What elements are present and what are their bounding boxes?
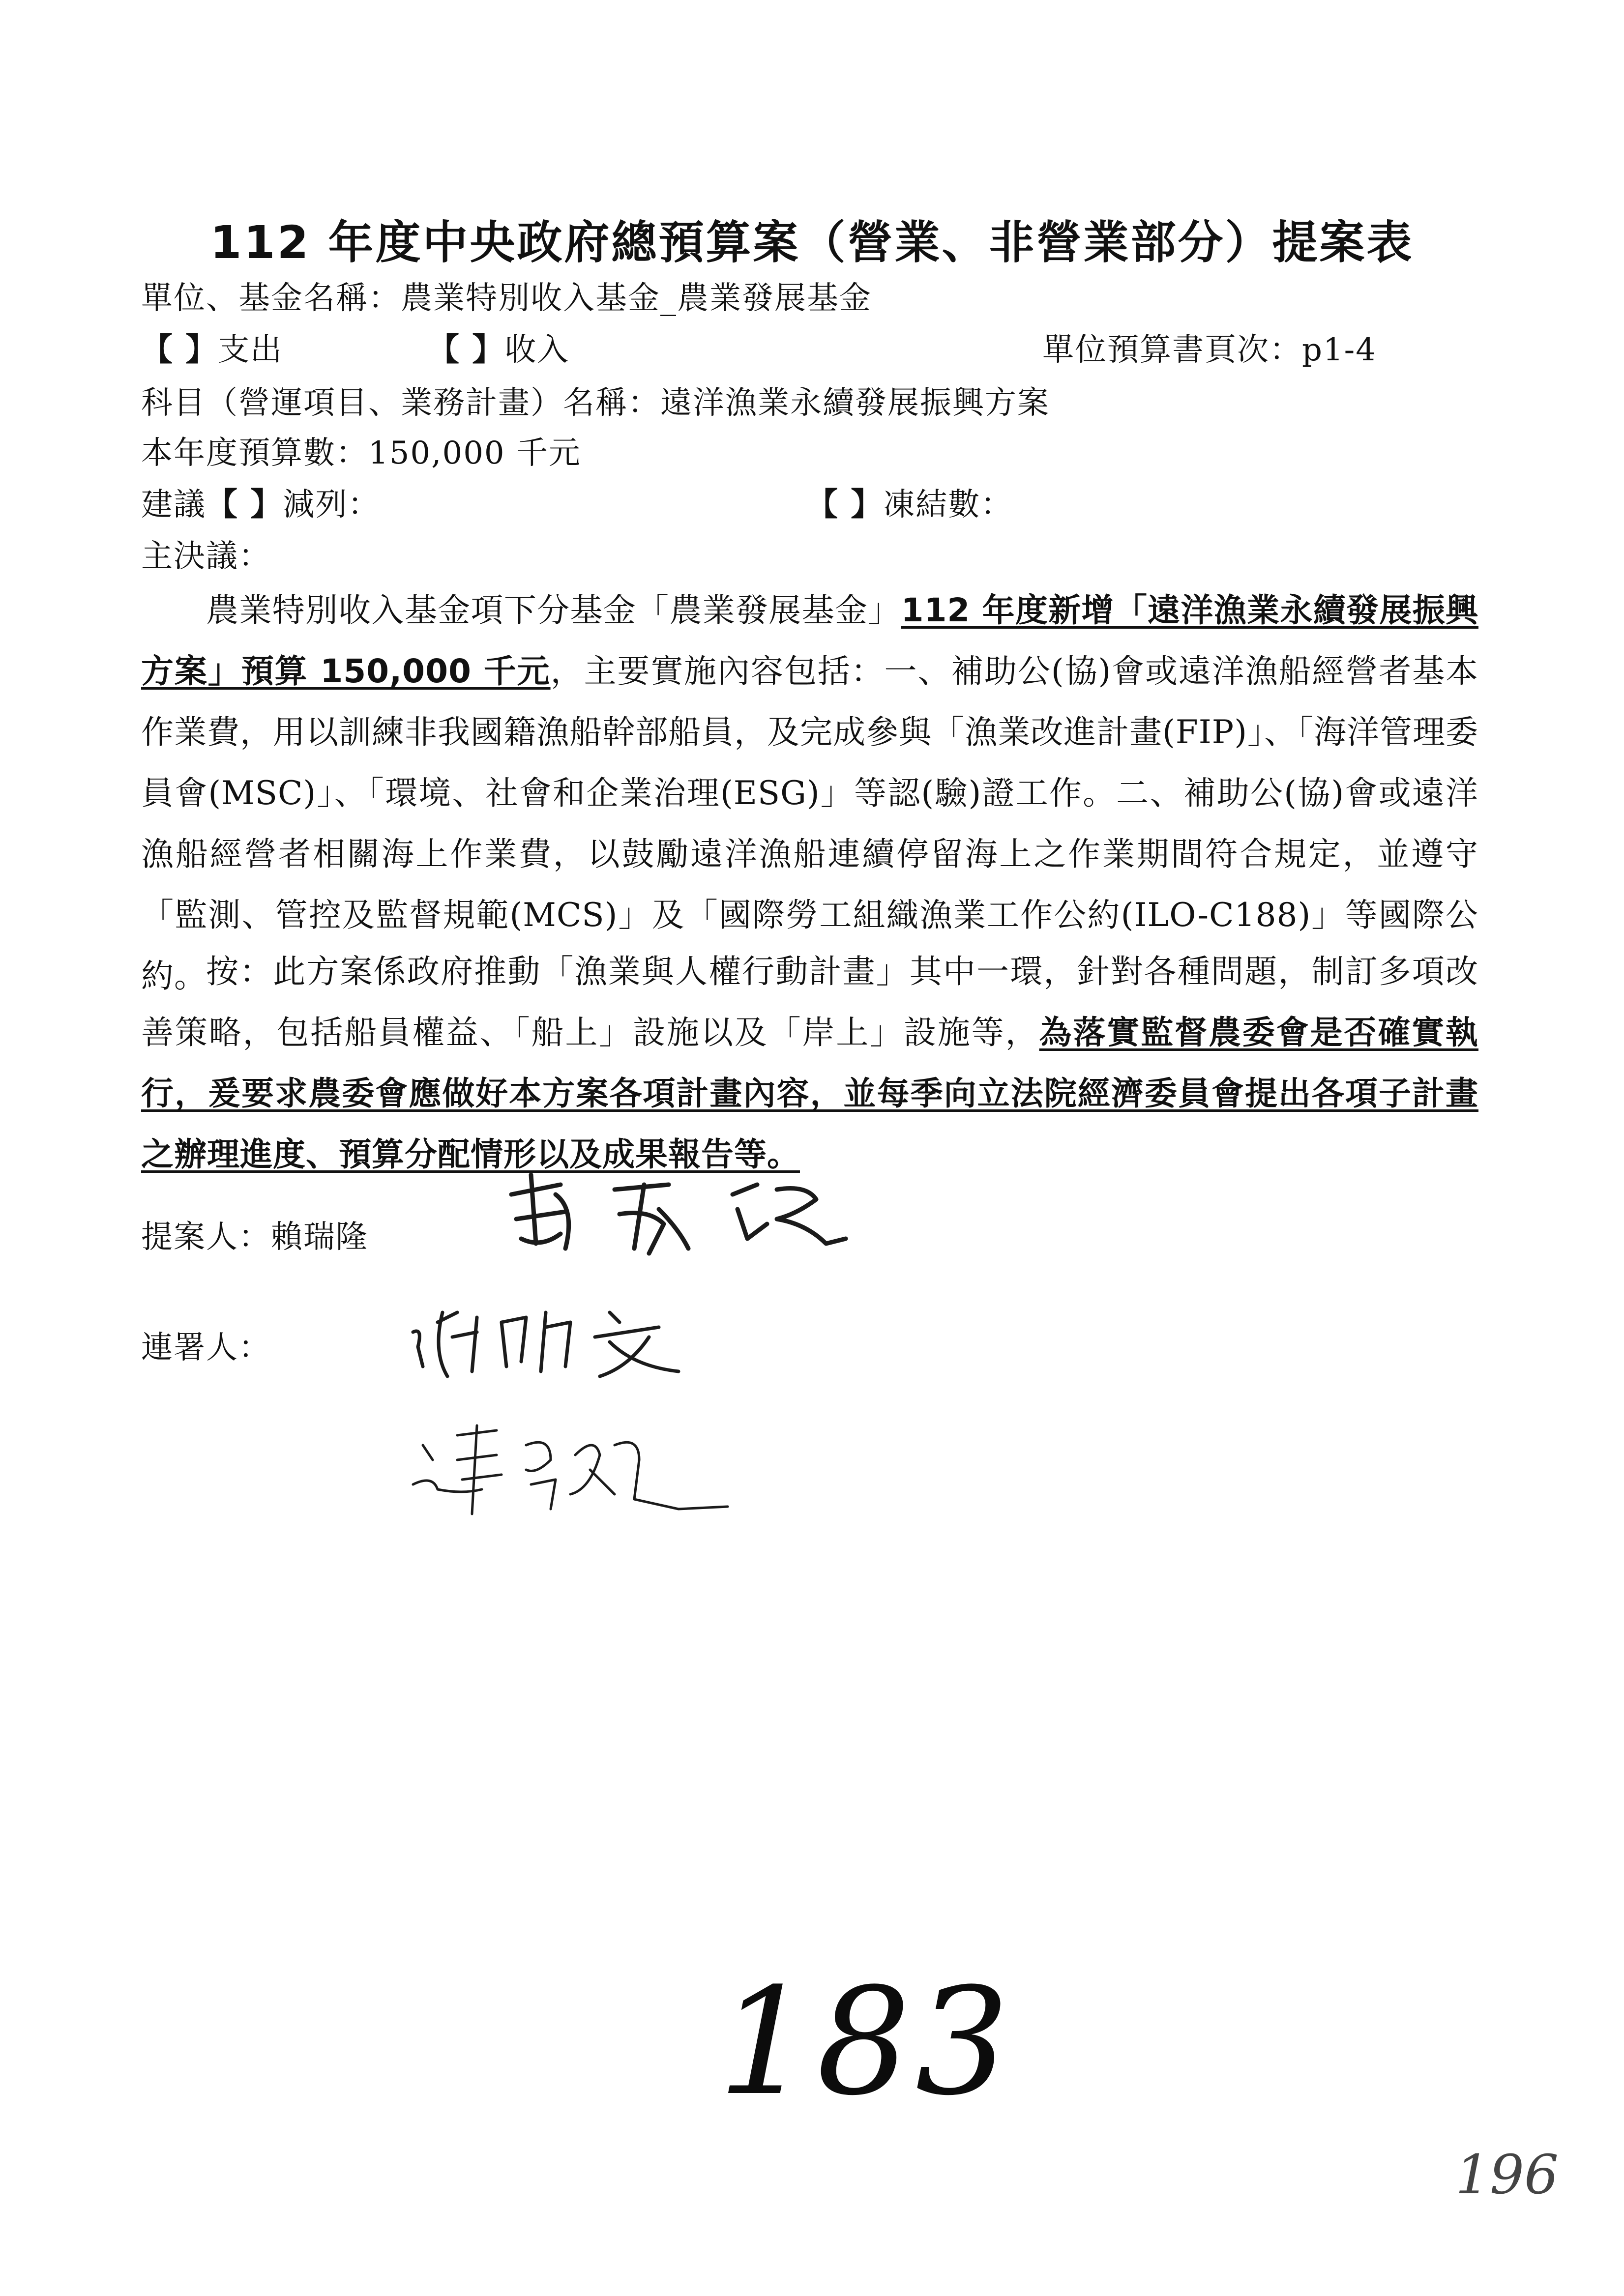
handwritten-page-number: 183 — [718, 1956, 1014, 2128]
cosigner-signature-1 — [403, 1293, 698, 1391]
p1-details: ，主要實施內容包括：一、補助公(協)會或遠洋漁船經營者基本作業費，用以訓練非我國籍漁船幹部船員，及完成參與「漁業改進計畫(FIP)」、「海洋管理委員會(MSC)」、「環境、社會和企業治理(ESG)」等認(驗)證工作。二、補助公(協)會或遠洋漁船經營者相關海上作業費，以鼓勵遠洋漁船連續停留海上之作業期間符合規定，並遵守「監測、管控及監督規範(MCS)」及「國際勞工組織漁業工作公約(ILO-C188)」等國際公約。 — [141, 652, 1478, 995]
resolution-paragraph-2 — [141, 941, 1478, 1185]
reduce-checkbox: 【 】 — [206, 487, 283, 523]
suggest-reduce — [141, 479, 380, 524]
freeze-checkbox: 【 】 — [806, 487, 884, 523]
cosigner-label: 連署人： — [141, 1330, 271, 1366]
reduce-label: 減列： — [283, 487, 381, 523]
subject-name: 科目（營運項目、業務計畫）名稱：遠洋漁業永續發展振興方案 — [141, 385, 1050, 421]
budget-amount: 本年度預算數：150,000 千元 — [141, 435, 581, 471]
page-title: 112 年度中央政府總預算案（營業、非營業部分）提案表 — [210, 216, 1414, 269]
proposer-signature — [502, 1165, 856, 1273]
handwritten-corner-number: 196 — [1455, 2143, 1559, 2206]
expense-option — [141, 324, 283, 370]
budget-page-ref: 單位預算書頁次：p1-4 — [1042, 332, 1377, 368]
income-label: 收入 — [504, 332, 570, 368]
resolution-label: 主決議： — [141, 538, 271, 575]
expense-checkbox: 【 】 — [141, 332, 218, 368]
p2-intro: 按：此方案係政府推動「漁業與人權行動計畫」其中一環，針對各種問題，制訂多項改善策略，包括船員權益、「船上」設施以及「岸上」設施等， — [141, 953, 1478, 1051]
income-option — [428, 324, 569, 370]
freeze-option — [806, 479, 1013, 524]
cosigner-signature-2 — [403, 1416, 738, 1529]
proposer-label: 提案人：賴瑞隆 — [141, 1219, 368, 1255]
p1-intro: 農業特別收入基金項下分基金「農業發展基金」 — [206, 591, 901, 629]
unit-fund-name: 單位、基金名稱：農業特別收入基金_農業發展基金 — [141, 280, 872, 317]
p1-highlight: 112 年度新增「遠洋漁業永續發展振興方案」預算 150,000 千元 — [141, 591, 1478, 690]
p2-requirement: 為落實監督農委會是否確實執行，爰要求農委會應做好本方案各項計畫內容，並每季向立法院經濟委員會提出各項子計畫之辦理進度、預算分配情形以及成果報告等。 — [141, 1014, 1479, 1173]
suggest-prefix: 建議 — [141, 487, 206, 523]
freeze-label: 凍結數： — [883, 487, 1013, 523]
expense-label: 支出 — [218, 332, 283, 368]
income-checkbox: 【 】 — [428, 332, 505, 368]
